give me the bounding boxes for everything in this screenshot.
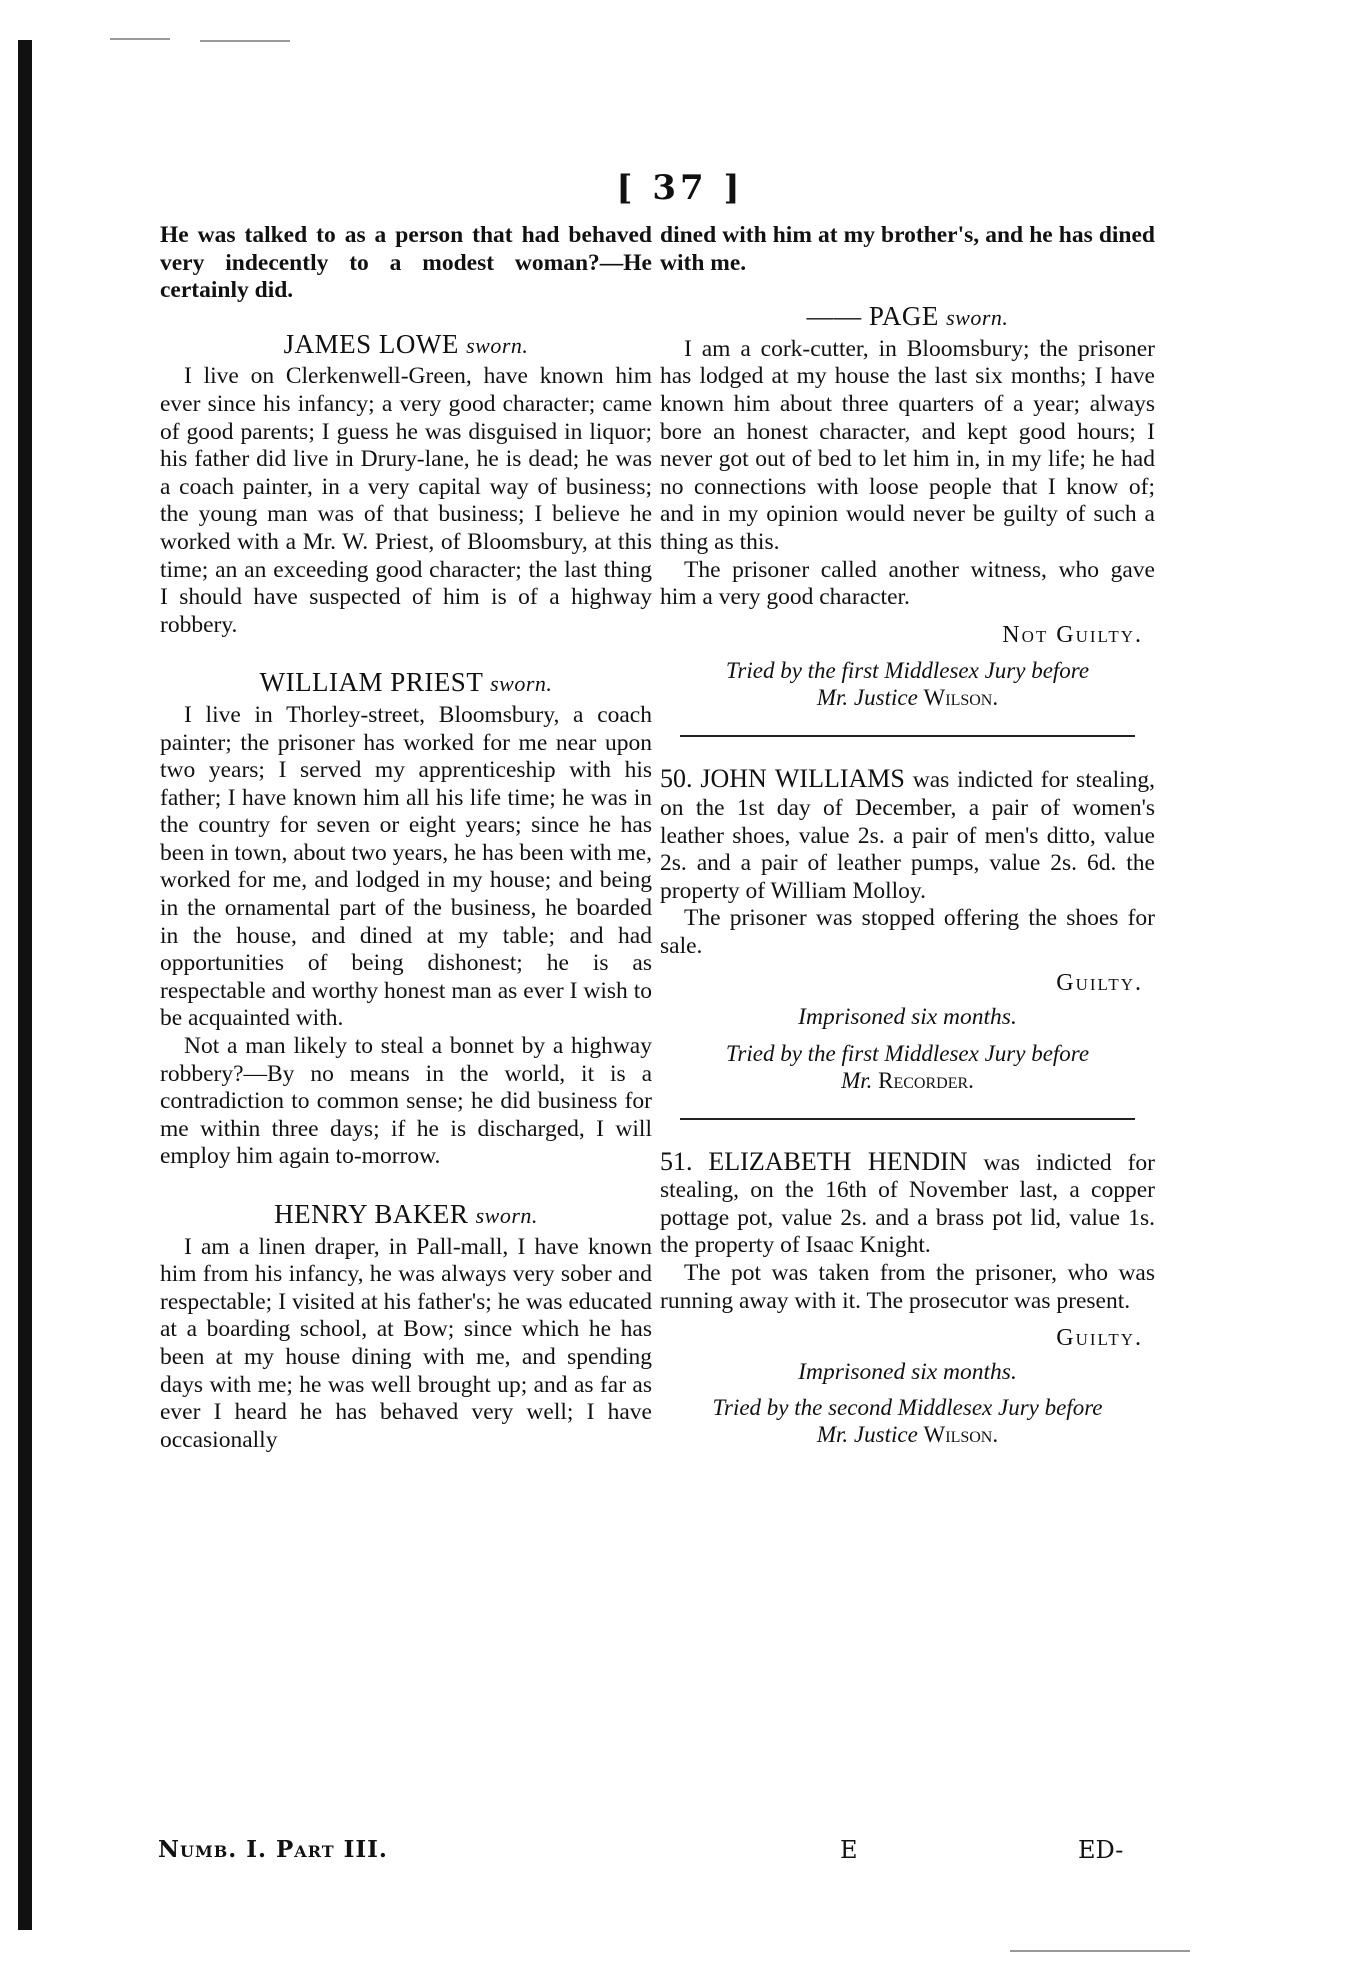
witness-name: WILLIAM PRIEST — [259, 667, 483, 698]
sworn-label: sworn. — [466, 332, 529, 358]
witness-heading — [160, 328, 652, 360]
jury-note — [660, 1040, 1155, 1094]
scan-speck — [110, 38, 170, 40]
sworn-label: sworn. — [475, 1203, 538, 1228]
right-column — [660, 222, 1155, 1456]
testimony-paragraph: I live in Thorley-street, Bloomsbury, a coach painter; the prisoner has worked for me near upon two years; I served my apprenticeship with his father; I have known him all his life time; he was in the country for seven or eight years; since he has been in town, about two years, he has been with me, worked for me, and lodged in my house; and being in the ornamental part of the business, he boarded in the house, and dined at my table; and had opportunities of being dishonest; he is as respectable and worthy honest man as ever I wish to be acquainted with. — [160, 701, 652, 1032]
case-entry — [660, 1148, 1155, 1260]
defendant-name: ELIZABETH HENDIN — [708, 1146, 968, 1176]
indictment-text: was indicted for stealing, on the 1st day of December, a pair of women's leather shoes, value 2s. a pair of men's ditto, value 2s. and a pair of leather pumps, value 2s. 6d. the property of William Molloy. — [660, 767, 1156, 904]
case-detail: The prisoner was stopped offering the shoes for sale. — [660, 905, 1155, 959]
judge-title: Mr. Justice — [816, 1422, 918, 1448]
sentence: Imprisoned six months. — [798, 1358, 1017, 1385]
judge-title: Mr. Justice — [816, 685, 918, 711]
defendant-name: JOHN WILLIAMS — [700, 764, 905, 794]
judge-title: Mr. — [841, 1067, 873, 1093]
witness-heading — [160, 669, 652, 698]
scan-speck — [200, 40, 290, 42]
jury-prefix: Tried by the second Middlesex Jury before — [712, 1395, 1103, 1421]
catchword: ED- — [1078, 1836, 1124, 1864]
verdict: Not Guilty. — [1002, 621, 1143, 648]
right-intro: dined with him at my brother's, and he has dined with me. — [660, 222, 1155, 276]
case-detail: The pot was taken from the prisoner, who was running away with it. The prosecutor was present. — [660, 1260, 1155, 1314]
jury-prefix: Tried by the first Middlesex Jury before — [725, 1040, 1090, 1066]
left-column — [160, 222, 652, 1454]
judge-name: Wilson. — [923, 685, 999, 711]
verdict: Guilty. — [1056, 970, 1143, 997]
sworn-label: sworn. — [490, 671, 553, 697]
case-number: 50. — [660, 764, 693, 794]
judge-name: Wilson. — [923, 1422, 999, 1448]
testimony-paragraph: I am a linen draper, in Pall-mall, I have known him from his infancy, he was always very sober and respectable; I visited at his father's; he was educated at a boarding school, at Bow; since which he has been at my house dining with me, and spending days with me; he was well brought up; and as far as ever I heard he has behaved very well; I have occasionally — [160, 1233, 652, 1453]
case-number: 51. — [660, 1146, 693, 1176]
judge-name: Recorder. — [878, 1067, 974, 1093]
verdict: Guilty. — [1056, 1325, 1143, 1352]
signature-mark: E — [840, 1836, 858, 1864]
jury-prefix: Tried by the first Middlesex Jury before — [725, 658, 1090, 684]
testimony-paragraph: I am a cork-cutter, in Bloomsbury; the prisoner has lodged at my house the last six months; I have known him about three quarters of a year; always bore an honest character, and kept good hours; I never got out of bed to let him in, in my life; he had no connections with loose people that I know of; and in my opinion would never be guilty of such a thing as this. — [660, 335, 1155, 555]
testimony-paragraph: I live on Clerkenwell-Green, have known him ever since his infancy; a very good character; came of good parents; I guess he was disguised in liquor; his father did live in Drury-lane, he is dead; he was a coach painter, in a very capital way of business; the young man was of that business; I believe he worked with a Mr. W. Priest, of Bloomsbury, at this time; an an exceeding good character; the last thing I should have suspected of him is of a highway robbery. — [160, 363, 652, 638]
indictment-text: was indicted for stealing, on the 16th of November last, a copper pottage pot, value 2s. and a brass pot lid, value 1s. the property of Isaac Knight. — [660, 1149, 1155, 1259]
left-intro: He was talked to as a person that had behaved very indecently to a modest woman?—He certainly did. — [160, 222, 652, 304]
witness-name: JAMES LOWE — [283, 328, 459, 359]
section-divider — [680, 735, 1135, 737]
jury-note — [660, 657, 1155, 711]
jury-note — [660, 1394, 1155, 1448]
witness-heading — [660, 303, 1155, 332]
witness-name: —— PAGE — [806, 301, 939, 332]
testimony-paragraph: Not a man likely to steal a bonnet by a highway robbery?—By no means in the world, it is a contradiction to common sense; he did business for me within three days; if he is discharged, I will employ him again to-morrow. — [160, 1033, 652, 1170]
case-entry — [660, 765, 1155, 905]
sworn-label: sworn. — [946, 305, 1009, 331]
sentence: Imprisoned six months. — [798, 1004, 1017, 1031]
page-number: [ 37 ] — [616, 168, 744, 208]
page-binding-edge — [18, 40, 32, 1930]
testimony-paragraph: The prisoner called another witness, who gave him a very good character. — [660, 556, 1155, 611]
scan-speck — [1010, 1950, 1190, 1952]
section-divider — [680, 1118, 1135, 1120]
footer-issue-number: Numb. I. Part III. — [158, 1836, 388, 1863]
witness-name: HENRY BAKER — [274, 1199, 469, 1229]
witness-heading — [160, 1201, 652, 1230]
